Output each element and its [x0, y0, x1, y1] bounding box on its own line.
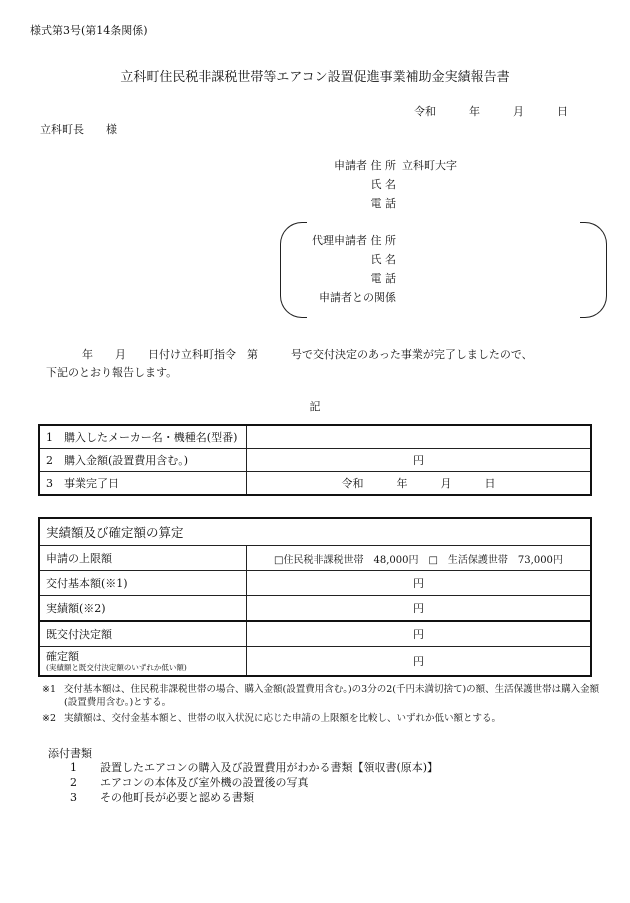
base-amount-field[interactable]: 円: [247, 571, 592, 596]
completion-date-field[interactable]: 令和 年 月 日: [247, 472, 592, 496]
proxy-block: [290, 232, 396, 308]
attachments-list: [70, 760, 438, 805]
ki-heading: 記: [309, 400, 321, 413]
table-label: [39, 647, 247, 677]
table-row: [39, 425, 591, 449]
report-text-line1: 年 月 日付け立科町指令 第 号で交付決定のあった事業が完了しましたので、: [82, 348, 533, 361]
report-text-line2: 下記のとおり報告します。: [46, 366, 178, 379]
prior-decision-field[interactable]: 円: [247, 621, 592, 647]
note-item: [42, 683, 602, 709]
applicant-block: [300, 157, 457, 214]
attachment-text: 設置したエアコンの購入及び設置費用がわかる書類【領収書(原本)】: [100, 761, 439, 774]
final-amount-label: 確定額: [46, 649, 79, 663]
notes: [42, 683, 602, 725]
document-title: 立科町住民税非課税世帯等エアコン設置促進事業補助金実績報告書: [120, 70, 510, 85]
addressee: 立科町長 様: [40, 123, 117, 136]
purchase-amount-field[interactable]: 円: [247, 449, 592, 472]
table-row: [39, 647, 591, 677]
table-label: 1 購入したメーカー名・機種名(型番): [39, 425, 247, 449]
list-item: [70, 760, 438, 775]
note-mark: ※2: [42, 713, 57, 724]
attachment-number: 1: [70, 761, 77, 774]
proxy-relation-label: 申請者との関係: [319, 291, 396, 304]
actual-amount-field[interactable]: 円: [247, 596, 592, 622]
attachments-title: 添付書類: [48, 747, 92, 760]
calculation-heading: 実績額及び確定額の算定: [39, 518, 591, 546]
proxy-name-label: 氏 名: [370, 253, 396, 266]
table-row: [39, 518, 591, 546]
attachment-text: エアコンの本体及び室外機の設置後の写真: [100, 776, 309, 789]
note-text: 交付基本額は、住民税非課税世帯の場合、購入金額(設置費用含む。)の3分の2(千円未満切捨て)の額、生活保護世帯は購入金額(設置費用含む。)とする。: [64, 684, 600, 708]
table-row: [39, 571, 591, 596]
attachment-text: その他町長が必要と認める書類: [100, 791, 254, 804]
note-item: [42, 712, 602, 725]
table-row: [39, 596, 591, 622]
purchase-table: [38, 424, 592, 496]
table-row: [39, 621, 591, 647]
proxy-address-label: 代理申請者 住 所: [312, 234, 396, 247]
applicant-address-label: 申請者 住 所: [334, 159, 396, 172]
table-label: 申請の上限額: [39, 546, 247, 571]
note-mark: ※1: [42, 684, 57, 695]
table-label: 既交付決定額: [39, 621, 247, 647]
final-amount-field[interactable]: 円: [247, 647, 592, 677]
form-number: 様式第3号(第14条関係): [30, 24, 148, 37]
applicant-address-value: 立科町大字: [402, 159, 457, 172]
upper-limit-field[interactable]: □住民税非課税世帯 48,000円 □ 生活保護世帯 73,000円: [247, 546, 592, 571]
proxy-bracket-right: [580, 222, 607, 318]
applicant-phone-label: 電 話: [370, 197, 396, 210]
applicant-name-label: 氏 名: [370, 178, 396, 191]
table-label: 交付基本額(※1): [39, 571, 247, 596]
table-label: 実績額(※2): [39, 596, 247, 622]
list-item: [70, 775, 438, 790]
date-line: 令和 年 月 日: [414, 105, 568, 118]
attachment-number: 3: [70, 791, 77, 804]
final-amount-sublabel: (実績額と既交付決定額のいずれか低い額): [46, 662, 187, 672]
list-item: [70, 790, 438, 805]
model-field[interactable]: [247, 425, 592, 449]
calculation-table: [38, 517, 592, 677]
proxy-phone-label: 電 話: [370, 272, 396, 285]
attachment-number: 2: [70, 776, 77, 789]
table-label: 2 購入金額(設置費用含む。): [39, 449, 247, 472]
table-row: [39, 546, 591, 571]
table-row: [39, 472, 591, 496]
note-text: 実績額は、交付金基本額と、世帯の収入状況に応じた申請の上限額を比較し、いずれか低い額とする。: [64, 713, 502, 724]
table-label: 3 事業完了日: [39, 472, 247, 496]
table-row: [39, 449, 591, 472]
